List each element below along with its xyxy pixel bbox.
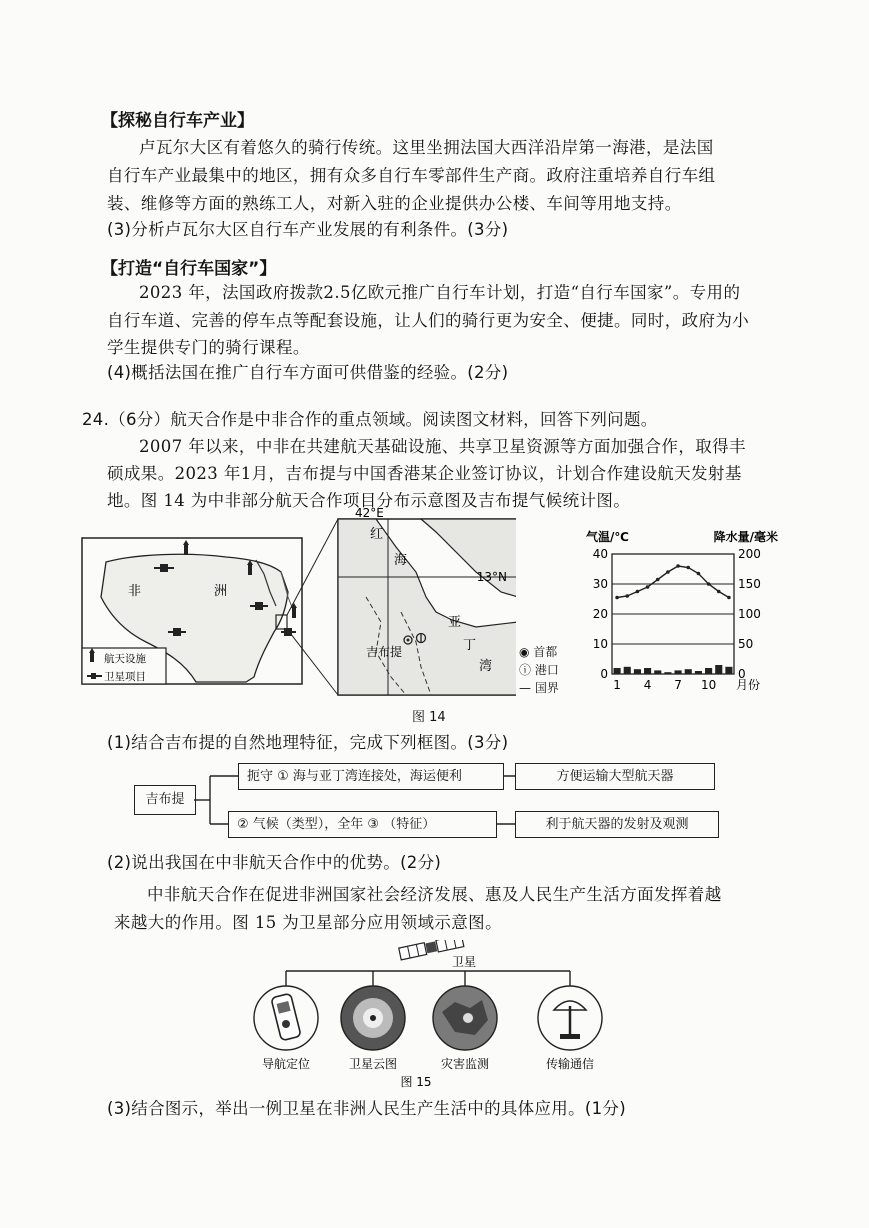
temperature-point: [666, 570, 670, 574]
section1-line-2: 自行车产业最集中的地区，拥有众多自行车零部件生产商。政府注重培养自行车组: [107, 166, 716, 185]
temperature-point: [676, 564, 680, 568]
chart-ytick-left: 10: [592, 637, 608, 651]
temperature-point: [636, 590, 640, 594]
legend-border: — 国界: [519, 681, 559, 695]
chart-xtick: 4: [643, 678, 652, 692]
communication-icon: [538, 986, 602, 1050]
chart-ytick-left: 0: [600, 667, 608, 681]
q24-line-1: 2007 年以来，中非在共建航天基础设施、共享卫星资源等方面加强合作，取得丰: [139, 437, 746, 456]
figure-15-label: 图 15: [400, 1075, 432, 1089]
precip-bar: [644, 668, 651, 674]
precip-bar: [654, 670, 661, 674]
question-24-2: (2)说出我国在中非航天合作中的优势。(2分): [107, 853, 442, 872]
question-24-3: (3)结合图示，举出一例卫星在非洲人民生产生活中的具体应用。(1分): [107, 1099, 626, 1118]
chart-ylabel-right: 降水量/毫米: [713, 530, 778, 544]
legend-satellite-project: 卫星项目: [104, 671, 146, 683]
gulf-label-2: 丁: [463, 638, 477, 653]
temperature-point: [697, 572, 701, 576]
temperature-point: [686, 566, 690, 570]
temperature-point: [625, 594, 629, 598]
box-result-launch: 利于航天器的发射及观测: [515, 811, 719, 838]
box-root-djibouti: 吉布提: [134, 785, 196, 815]
q24-2-line-1: 中非航天合作在促进非洲国家社会经济发展、惠及人民生产生活方面发挥着越: [147, 885, 722, 904]
precip-bar: [705, 668, 712, 674]
cloud-image-icon: [341, 986, 405, 1050]
box-result-transport: 方便运输大型航天器: [515, 763, 715, 790]
chart-xtick: 10: [700, 678, 717, 692]
red-sea-label-2: 海: [394, 553, 408, 568]
question-4: (4)概括法国在推广自行车方面可供借鉴的经验。(2分): [107, 363, 509, 382]
precip-bar: [725, 667, 732, 674]
latitude-label: 13°N: [476, 570, 507, 584]
precip-bar: [624, 667, 631, 674]
disaster-monitoring-icon: [433, 986, 497, 1050]
temperature-point: [656, 578, 660, 582]
q24-line-3: 地。图 14 为中非部分航天合作项目分布示意图及吉布提气候统计图。: [107, 491, 631, 510]
temperature-point: [727, 596, 731, 600]
figure-14-map: [76, 502, 516, 702]
question-24-title: 24.（6分）航天合作是中非合作的重点领域。阅读图文材料，回答下列问题。: [82, 410, 658, 429]
chart-ytick-left: 30: [592, 577, 608, 591]
question-24-1: (1)结合吉布提的自然地理特征，完成下列框图。(3分): [107, 733, 509, 752]
question-3: (3)分析卢瓦尔大区自行车产业发展的有利条件。(3分): [107, 220, 509, 239]
temperature-point: [615, 596, 619, 600]
fig15-label-disaster: 灾害监测: [440, 1057, 490, 1071]
precip-bar: [634, 669, 641, 674]
chart-ytick-right: 0: [738, 667, 746, 681]
legend-space-facility: 航天设施: [104, 653, 146, 665]
chart-xtick: 7: [674, 678, 682, 692]
figure-14-label: 图 14: [412, 710, 446, 725]
chart-ytick-right: 50: [738, 637, 754, 651]
chart-ylabel-left: 气温/℃: [586, 530, 629, 544]
chart-ytick-right: 200: [738, 547, 761, 561]
fig15-label-communication: 传输通信: [545, 1057, 595, 1071]
section1-line-3: 装、维修等方面的熟练工人，对新入驻的企业提供办公楼、车间等用地支持。: [107, 194, 682, 213]
figure-15-diagram: [230, 940, 630, 1090]
precip-bar: [675, 670, 682, 674]
fig15-label-navigation: 导航定位: [261, 1057, 311, 1071]
satellite-label: 卫星: [452, 955, 477, 969]
africa-label-1: 非: [128, 584, 142, 599]
legend-port: ⓘ 港口: [519, 663, 559, 677]
section2-line-2: 自行车道、完善的停车点等配套设施，让人们的骑行更为安全、便捷。同时，政府为小: [107, 311, 750, 330]
section2-line-3: 学生提供专门的骑行课程。: [107, 338, 310, 357]
section1-line-1: 卢瓦尔大区有着悠久的骑行传统。这里坐拥法国大西洋沿岸第一海港，是法国: [139, 138, 714, 157]
section-heading-bicycle-nation: 【打造“自行车国家”】: [101, 259, 277, 279]
fig15-label-cloud: 卫星云图: [348, 1057, 398, 1071]
temperature-point: [646, 585, 650, 589]
climate-chart: [582, 524, 782, 702]
gulf-label-3: 湾: [479, 659, 493, 674]
q24-2-line-2: 来越大的作用。图 15 为卫星部分应用领域示意图。: [114, 913, 502, 932]
chart-x-unit: 月份: [736, 678, 761, 692]
section-heading-bicycle-industry: 【探秘自行车产业】: [101, 111, 254, 131]
city-label-djibouti: 吉布提: [366, 645, 403, 659]
precip-bar: [695, 671, 702, 674]
chart-xtick: 1: [613, 678, 621, 692]
temperature-point: [707, 582, 711, 586]
chart-ytick-left: 20: [592, 607, 608, 621]
box-climate-feature: ② 气候（类型），全年 ③ （特征）: [228, 811, 497, 838]
chart-ytick-right: 100: [738, 607, 761, 621]
precip-bar: [664, 672, 671, 674]
red-sea-label-1: 红: [370, 527, 384, 542]
navigation-icon: [254, 986, 318, 1050]
q24-line-2: 硕成果。2023 年1月，吉布提与中国香港某企业签订协议，计划合作建设航天发射基: [107, 464, 742, 483]
precip-bar: [614, 668, 621, 674]
chart-ytick-right: 150: [738, 577, 761, 591]
gulf-label-1: 亚: [448, 615, 462, 630]
precip-bar: [715, 665, 722, 674]
precip-bar: [685, 669, 692, 674]
chart-ytick-left: 40: [592, 547, 608, 561]
temperature-line: [617, 566, 729, 598]
section2-line-1: 2023 年，法国政府拨款2.5亿欧元推广自行车计划，打造“自行车国家”。专用的: [139, 283, 741, 302]
africa-label-2: 洲: [214, 584, 228, 599]
legend-capital: ◉ 首都: [519, 645, 558, 659]
temperature-point: [717, 590, 721, 594]
box-location-advantage: 扼守 ① 海与亚丁湾连接处，海运便利: [238, 763, 504, 790]
longitude-label: 42°E: [355, 506, 384, 520]
